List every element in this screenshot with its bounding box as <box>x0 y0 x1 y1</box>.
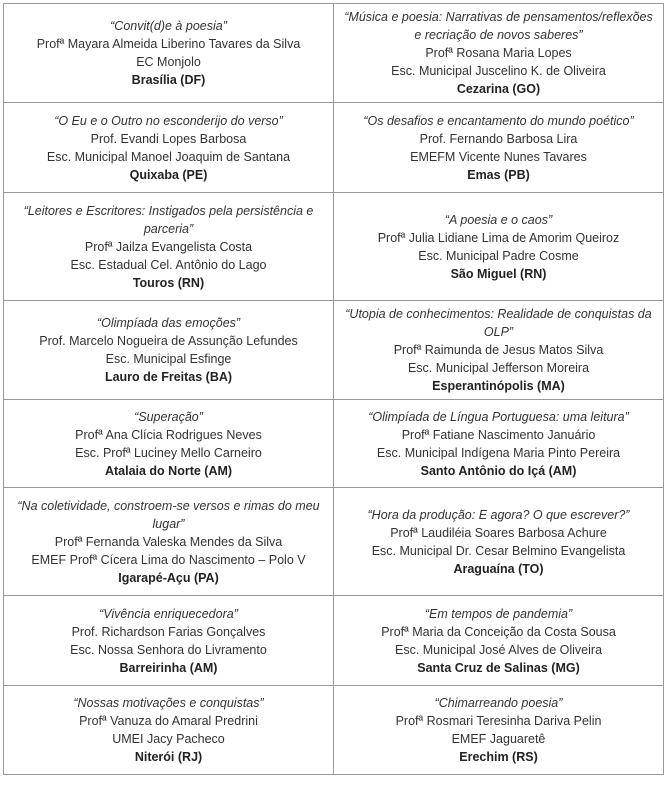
entry-title: “Olimpíada de Língua Portuguesa: uma leitura” <box>368 409 629 424</box>
entry-cell <box>334 400 664 488</box>
table-row <box>4 400 664 488</box>
entry-city: Araguaína (TO) <box>453 561 544 576</box>
entry-school: Esc. Municipal Padre Cosme <box>418 248 579 263</box>
entry-title: “Música e poesia: Narrativas de pensamentos/reflexões e recriação de novos saberes” <box>344 10 653 42</box>
entry-title: “O Eu e o Outro no esconderijo do verso” <box>54 113 283 128</box>
entry-school: Esc. Profª Luciney Mello Carneiro <box>75 445 262 460</box>
entry-teacher: Profª Ana Clícia Rodrigues Neves <box>75 427 262 442</box>
entry-city: Santo Antônio do Içá (AM) <box>420 463 577 478</box>
entry-school: Esc. Municipal Jefferson Moreira <box>407 361 590 375</box>
entry-city: Brasília (DF) <box>131 73 206 87</box>
entry-cell <box>4 103 334 193</box>
entry-title: “Utopia de conhecimentos: Realidade de conquistas da OLP” <box>345 307 652 339</box>
winners-table <box>3 3 664 775</box>
entry-city: Esperantinópolis (MA) <box>432 379 565 393</box>
entry-cell <box>4 400 334 488</box>
entry-school: Esc. Municipal Esfinge <box>105 352 232 366</box>
entry-cell <box>4 686 334 775</box>
table-row <box>4 4 664 103</box>
entry-city: Niterói (RJ) <box>134 750 203 764</box>
entry-city: São Miguel (RN) <box>450 266 547 281</box>
entry-teacher: Profª Julia Lidiane Lima de Amorim Queiroz <box>377 230 620 245</box>
entry-school: UMEI Jacy Pacheco <box>112 732 225 746</box>
entry-cell <box>334 193 664 301</box>
table-row <box>4 686 664 775</box>
entry-city: Emas (PB) <box>467 167 530 182</box>
entry-title: “Nossas motivações e conquistas” <box>73 696 264 710</box>
entry-teacher: Profª Rosana Maria Lopes <box>425 46 572 60</box>
entry-title: “A poesia e o caos” <box>444 212 553 227</box>
entry-school: Esc. Municipal José Alves de Oliveira <box>394 642 603 657</box>
entry-school: EC Monjolo <box>136 55 201 69</box>
entry-city: Quixaba (PE) <box>129 167 208 182</box>
entry-school: Esc. Municipal Juscelino K. de Oliveira <box>391 64 606 78</box>
table-row <box>4 488 664 596</box>
entry-city: Igarapé-Açu (PA) <box>118 570 219 585</box>
entry-title: “Chimarreando poesia” <box>434 696 563 710</box>
entry-cell <box>4 193 334 301</box>
entry-school: EMEF Jaguaretê <box>451 732 546 746</box>
entry-title: “Vivência enriquecedora” <box>99 606 238 621</box>
entry-school: EMEF Profª Cícera Lima do Nascimento – Polo V <box>31 552 306 567</box>
entry-teacher: Profª Raimunda de Jesus Matos Silva <box>393 343 604 357</box>
entry-city: Cezarina (GO) <box>456 82 541 96</box>
entry-teacher: Prof. Marcelo Nogueira de Assunção Lefundes <box>39 334 298 348</box>
entry-title: “Leitores e Escritores: Instigados pela persistência e parceria” <box>23 203 314 236</box>
entry-teacher: Profª Fatiane Nascimento Januário <box>401 427 596 442</box>
entry-school: Esc. Estadual Cel. Antônio do Lago <box>70 257 267 272</box>
entry-school: EMEFM Vicente Nunes Tavares <box>410 149 587 164</box>
entry-cell <box>4 488 334 596</box>
entry-title: “Em tempos de pandemia” <box>424 606 573 621</box>
entry-cell <box>334 596 664 686</box>
entry-title: “Convit(d)e à poesia” <box>110 19 227 33</box>
entry-title: “Olimpíada das emoções” <box>96 316 241 330</box>
entry-school: Esc. Municipal Indígena Maria Pinto Pereira <box>376 445 621 460</box>
entry-teacher: Prof. Richardson Farias Gonçalves <box>71 624 266 639</box>
entry-city: Atalaia do Norte (AM) <box>104 463 233 478</box>
entry-teacher: Prof. Evandi Lopes Barbosa <box>90 131 247 146</box>
entry-cell <box>4 596 334 686</box>
entry-title: “Hora da produção: E agora? O que escrever?” <box>367 507 630 522</box>
entry-teacher: Profª Mayara Almeida Liberino Tavares da Silva <box>36 37 301 51</box>
entry-teacher: Profª Laudiléia Soares Barbosa Achure <box>390 525 607 540</box>
entry-school: Esc. Municipal Dr. Cesar Belmino Evangelista <box>371 543 626 558</box>
entry-teacher: Prof. Fernando Barbosa Lira <box>419 131 578 146</box>
entry-title: “Superação” <box>134 409 203 424</box>
entry-cell <box>4 4 334 103</box>
table-row <box>4 301 664 400</box>
table-row <box>4 193 664 301</box>
entry-cell <box>334 103 664 193</box>
entry-teacher: Profª Maria da Conceição da Costa Sousa <box>381 624 616 639</box>
entry-city: Santa Cruz de Salinas (MG) <box>417 660 580 675</box>
entry-teacher: Profª Fernanda Valeska Mendes da Silva <box>54 534 283 549</box>
entry-title: “Na coletividade, constroem-se versos e rimas do meu lugar” <box>17 498 320 531</box>
table-row <box>4 596 664 686</box>
entry-cell <box>334 686 664 775</box>
entry-cell <box>334 301 664 400</box>
table-row <box>4 103 664 193</box>
entry-city: Barreirinha (AM) <box>119 660 218 675</box>
entry-cell <box>334 488 664 596</box>
entry-city: Touros (RN) <box>132 275 205 290</box>
entry-city: Erechim (RS) <box>459 750 538 764</box>
entry-cell <box>334 4 664 103</box>
entry-cell <box>4 301 334 400</box>
entry-teacher: Profª Jailza Evangelista Costa <box>84 239 253 254</box>
entry-school: Esc. Nossa Senhora do Livramento <box>70 642 267 657</box>
entry-teacher: Profª Rosmari Teresinha Dariva Pelin <box>395 714 602 728</box>
entry-teacher: Profª Vanuza do Amaral Predrini <box>79 714 258 728</box>
entry-school: Esc. Municipal Manoel Joaquim de Santana <box>46 149 291 164</box>
entry-title: “Os desafios e encantamento do mundo poético” <box>363 113 634 128</box>
winners-table-body <box>4 4 664 775</box>
entry-city: Lauro de Freitas (BA) <box>104 370 233 384</box>
